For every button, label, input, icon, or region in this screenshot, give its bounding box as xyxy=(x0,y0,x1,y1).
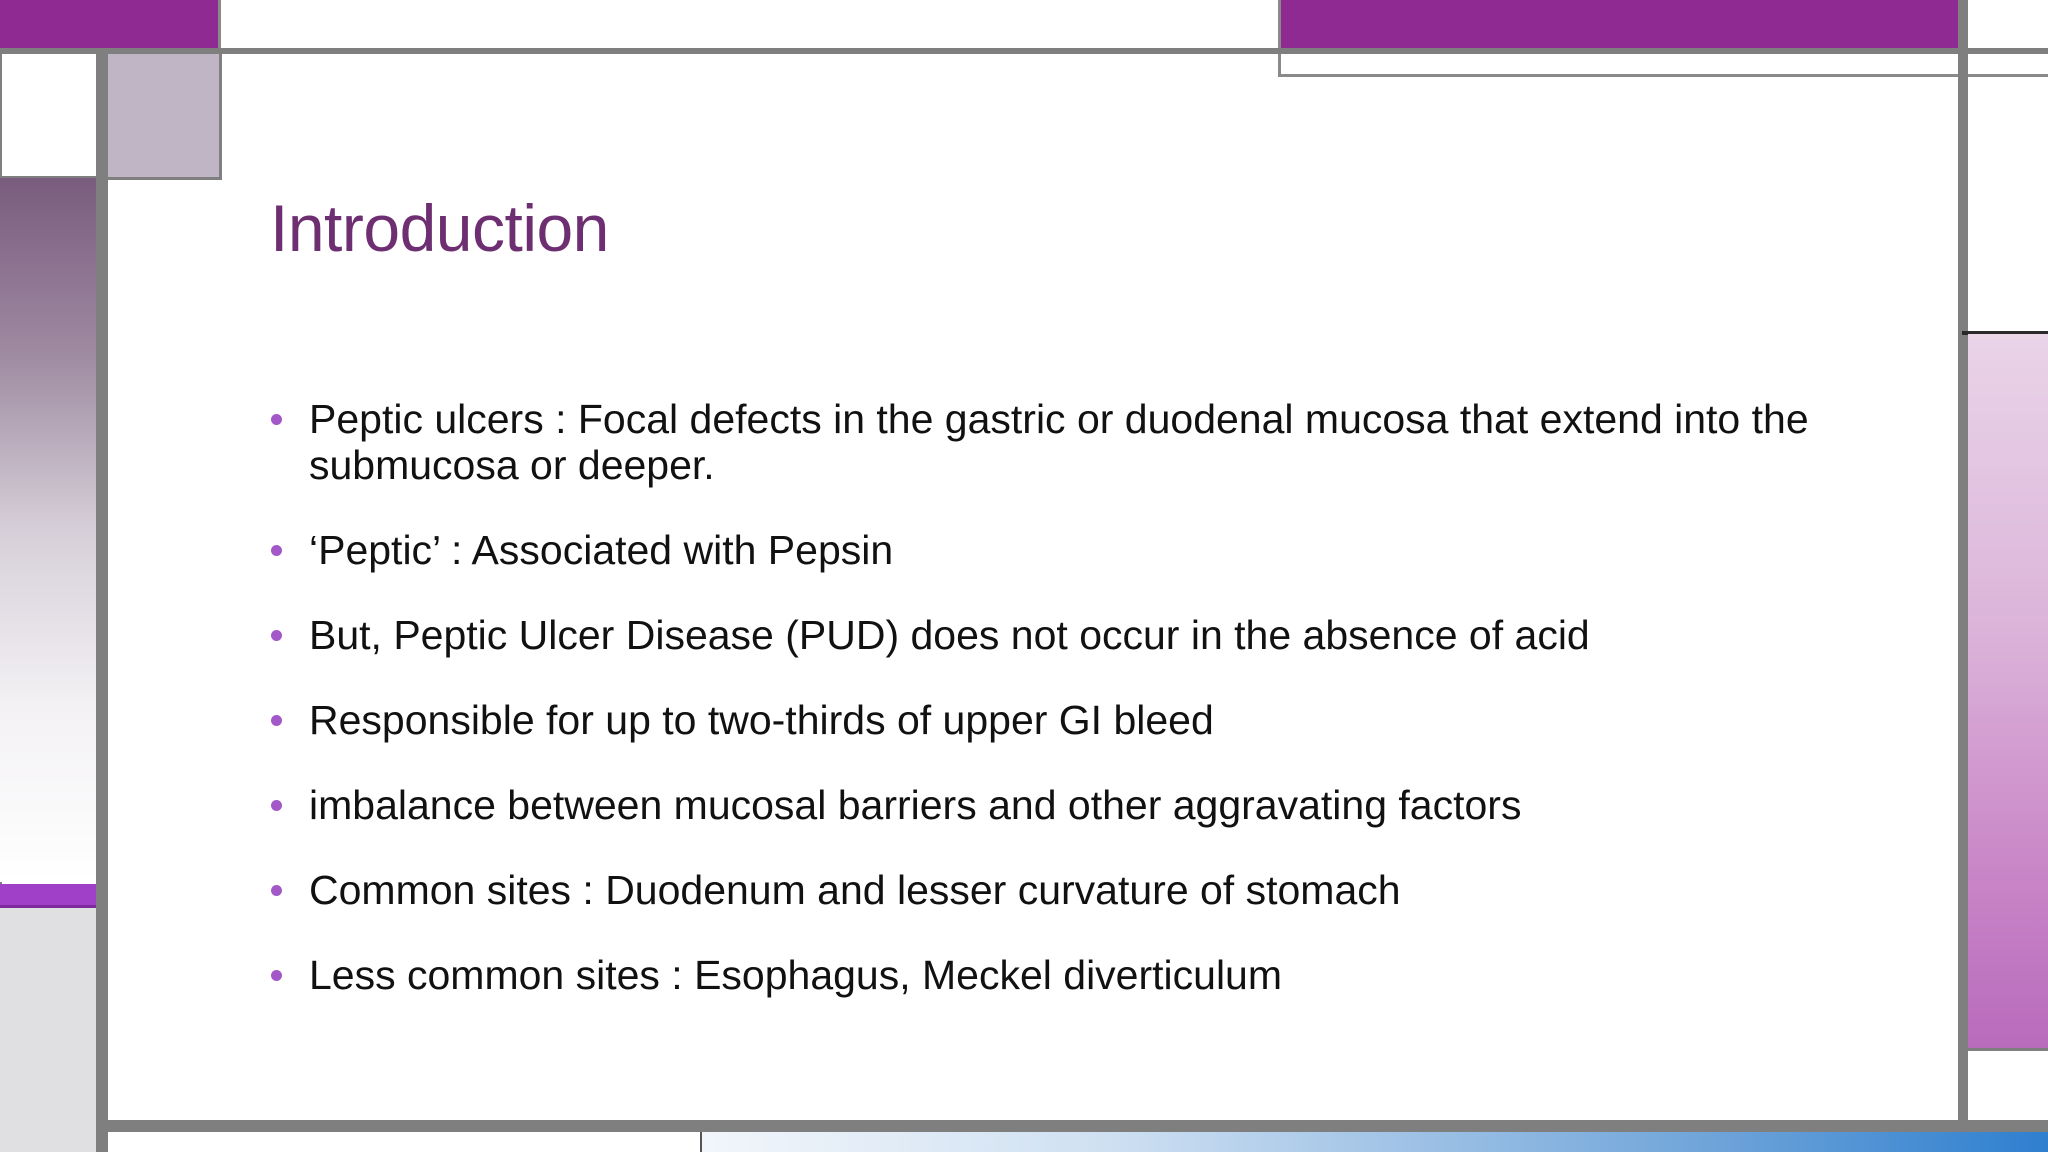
left-bottom-panel xyxy=(0,908,96,1152)
bullet-item xyxy=(270,612,1830,658)
left-gradient-panel xyxy=(0,178,96,882)
bullet-item xyxy=(270,952,1830,998)
bullet-list xyxy=(270,396,1830,1037)
top-right-frame-edge xyxy=(1278,0,1281,77)
bullet-item xyxy=(270,782,1830,828)
bullet-text: Responsible for up to two-thirds of upper GI bleed xyxy=(309,697,1214,743)
right-panel-bottom-line xyxy=(1962,1048,2048,1051)
left-frame-rule xyxy=(96,50,108,1152)
top-right-thin-rule xyxy=(1278,74,2048,77)
bottom-frame-rule xyxy=(96,1120,2048,1132)
bullet-dot-icon xyxy=(271,414,282,425)
bullet-text: imbalance between mucosal barriers and other aggravating factors xyxy=(309,782,1522,828)
bullet-dot-icon xyxy=(271,885,282,896)
bottom-gradient-bar xyxy=(700,1132,2048,1152)
right-frame-rule xyxy=(1958,0,1968,1126)
bullet-dot-icon xyxy=(271,970,282,981)
bullet-item xyxy=(270,527,1830,573)
top-frame-rule xyxy=(0,48,2048,54)
bullet-text: Peptic ulcers : Focal defects in the gastric or duodenal mucosa that extend into the submucosa or deeper. xyxy=(309,396,1809,488)
right-gradient-panel xyxy=(1968,334,2048,1048)
corner-mauve-square xyxy=(108,54,222,180)
bullet-dot-icon xyxy=(271,715,282,726)
bullet-text: Less common sites : Esophagus, Meckel diverticulum xyxy=(309,952,1283,998)
top-left-accent-bar xyxy=(0,0,220,50)
bullet-text: But, Peptic Ulcer Disease (PUD) does not occur in the absence of acid xyxy=(309,612,1590,658)
bullet-dot-icon xyxy=(271,800,282,811)
bullet-item xyxy=(270,867,1830,913)
top-left-bar-edge xyxy=(218,0,221,50)
bullet-dot-icon xyxy=(271,630,282,641)
bullet-item xyxy=(270,697,1830,743)
bullet-text: Common sites : Duodenum and lesser curvature of stomach xyxy=(309,867,1401,913)
slide-title: Introduction xyxy=(270,191,609,265)
left-accent-strip xyxy=(0,884,102,908)
bullet-dot-icon xyxy=(271,545,282,556)
top-right-accent-bar xyxy=(1280,0,1958,50)
bullet-item xyxy=(270,396,1830,488)
bullet-text: ‘Peptic’ : Associated with Pepsin xyxy=(309,527,894,573)
